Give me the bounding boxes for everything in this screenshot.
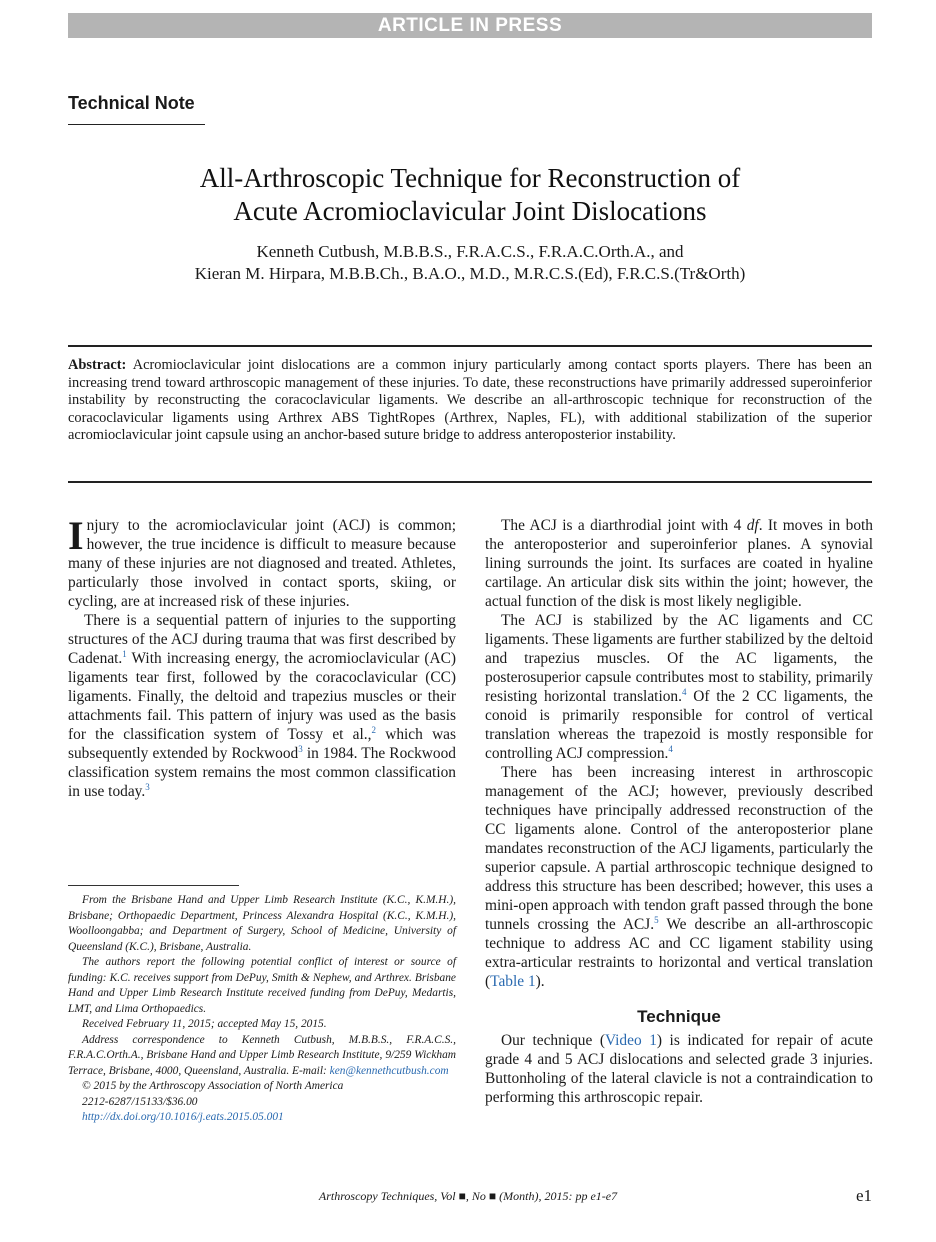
journal-citation: Arthroscopy Techniques, Vol ■, No ■ (Month), 2015: pp e1-e7 bbox=[318, 1189, 618, 1203]
page-number: e1 bbox=[855, 1186, 872, 1205]
technique-heading: Technique bbox=[637, 1007, 721, 1026]
table-link[interactable]: Table 1 bbox=[490, 973, 536, 990]
reference-link[interactable]: 4 bbox=[681, 687, 687, 697]
section-rule bbox=[68, 124, 205, 125]
footnote-affiliations: From the Brisbane Hand and Upper Limb Research Institute (K.C., K.M.H.), Brisbane; Orthopaedic Department, Princess Alexandra Hospital (K.C., K.M.H.), Woolloongabba; and Department of Surgery, School of Medicine, University of Queensland (K.C.), Brisbane, Australia. bbox=[68, 894, 456, 953]
abstract-bottom-rule bbox=[68, 481, 872, 483]
reference-link[interactable]: 3 bbox=[298, 744, 303, 754]
right-column bbox=[485, 516, 873, 1107]
author-list bbox=[68, 241, 872, 285]
reference-link[interactable]: 3 bbox=[145, 782, 150, 792]
abstract-text: Acromioclavicular joint dislocations are a common injury particularly among contact sports players. There has been an increasing trend toward arthroscopic management of these injuries. To date, these reconstructions have primarily addressed superoinferior instability by reconstructing the coracoclavicular ligaments. We describe an all-arthroscopic technique for reconstruction of the coracoclavicular ligaments using Arthrex ABS TightRopes (Arthrex, Naples, FL), with additional stabilization of the superior acromioclavicular joint capsule using an anchor-based suture bridge to address anteroposterior instability. bbox=[68, 357, 872, 444]
doi-link[interactable]: http://dx.doi.org/10.1016/j.eats.2015.05.001 bbox=[82, 1111, 284, 1123]
footnote-rule bbox=[68, 885, 239, 886]
title-line-1: All-Arthroscopic Technique for Reconstruction of bbox=[199, 163, 741, 193]
title-line-2: Acute Acromioclavicular Joint Dislocations bbox=[233, 196, 707, 226]
footnote-issn: 2212-6287/15133/$36.00 bbox=[82, 1095, 198, 1108]
footnote-received: Received February 11, 2015; accepted May 15, 2015. bbox=[82, 1018, 327, 1030]
body-paragraph-arthroscopic: There has been increasing interest in arthroscopic management of the ACJ; however, previously described techniques have principally addressed reconstruction of the CC ligaments alone. Control of the anteroposterior plane mandates reconstruction of the ACJ ligaments, particularly the superior capsule. A partial arthroscopic technique designed to address this structure has been described; however, this uses a mini-open approach with tendon graft passed through the bone tunnels crossing the ACJ.$^5$ We describe an all-arthroscopic technique to address AC and CC ligament stability using extra-articular restraints to horizontal and vertical translation (Table 1). bbox=[485, 764, 873, 990]
article-in-press-banner: ARTICLE IN PRESS bbox=[68, 13, 872, 38]
article-title bbox=[68, 162, 872, 228]
email-link[interactable]: ken@kennethcutbush.com bbox=[329, 1064, 449, 1077]
video-link[interactable]: Video 1 bbox=[604, 1032, 657, 1049]
left-column bbox=[68, 513, 456, 801]
reference-link[interactable]: 4 bbox=[668, 744, 673, 754]
reference-link[interactable]: 1 bbox=[122, 649, 127, 659]
intro-paragraph-1: Injury to the acromioclavicular joint (ACJ) is common; however, the true incidence is difficult to measure because many of these injuries are not diagnosed and treated. Athletes, particularly those involved in contact sports, skiing, or cycling, are at increased risk of these injuries. bbox=[68, 513, 456, 610]
intro-paragraph-2: There is a sequential pattern of injuries to the supporting structures of the ACJ during trauma that was first described by Cadenat.$^1$ With increasing energy, the acromioclavicular (AC) ligaments tear first, followed by the coracoclavicular (CC) ligaments. Finally, the deltoid and trapezius muscles or their attachments fail. This pattern of injury was used as the basis for the classification system of Tossy et al.,$^2$ which was subsequently extended by Rockwood$^3$ in 1984. The Rockwood classification system remains the most common classification in use today.$^3$ bbox=[68, 612, 456, 800]
drop-cap: I bbox=[68, 513, 84, 558]
body-paragraph-acj: The ACJ is a diarthrodial joint with 4 df. It moves in both the anteroposterior and superoinferior planes. A synovial lining surrounds the joint. Its surfaces are coated in hyaline cartilage. An articular disk sits within the joint; however, the actual function of the disk is most likely negligible. bbox=[485, 517, 873, 610]
authors-line-1: Kenneth Cutbush, M.B.B.S., F.R.A.C.S., F.R.A.C.Orth.A., and bbox=[256, 242, 684, 261]
abstract bbox=[68, 357, 872, 445]
footnote-copyright: © 2015 by the Arthroscopy Association of North America bbox=[82, 1080, 344, 1092]
abstract-label: Abstract: bbox=[68, 357, 127, 373]
reference-link[interactable]: 5 bbox=[654, 915, 659, 925]
reference-link[interactable]: 2 bbox=[371, 725, 376, 735]
footnote-conflict: The authors report the following potential conflict of interest or source of funding: K.C. receives support from DePuy, Smith & Nephew, and Arthrex. Brisbane Hand and Upper Limb Research Institute received funding from DePuy, Medartis, LMT, and Lima Orthopaedics. bbox=[68, 956, 456, 1015]
footnotes bbox=[68, 893, 456, 1126]
technique-paragraph: Our technique (Video 1) is indicated for repair of acute grade 4 and 5 ACJ dislocations and selected grade 3 injuries. Buttonholing of the lateral clavicle is not a contraindication to performing this arthroscopic repair. bbox=[485, 1032, 874, 1106]
authors-line-2: Kieran M. Hirpara, M.B.B.Ch., B.A.O., M.D., M.R.C.S.(Ed), F.R.C.S.(Tr&Orth) bbox=[194, 264, 746, 283]
footnote-correspondence: Address correspondence to Kenneth Cutbush, M.B.B.S., F.R.A.C.S., F.R.A.C.Orth.A., Brisbane Hand and Upper Limb Research Institute, 9/259 Wickham Terrace, Brisbane, 4000, Queensland, Australia. E-mail: ken@kennethcutbush.com bbox=[68, 1033, 456, 1077]
abstract-top-rule bbox=[68, 345, 872, 347]
body-paragraph-stabilization: The ACJ is stabilized by the AC ligaments and CC ligaments. These ligaments are further stabilized by the deltoid and trapezius muscles. Of the AC ligaments, the posterosuperior capsule contributes most to stability, primarily resisting horizontal translation.$^4$ Of the 2 CC ligaments, the conoid is primarily responsible for control of vertical translation whereas the trapezoid is mostly responsible for controlling ACJ compression.$^4$ bbox=[485, 612, 873, 762]
section-label: Technical Note bbox=[68, 93, 195, 113]
